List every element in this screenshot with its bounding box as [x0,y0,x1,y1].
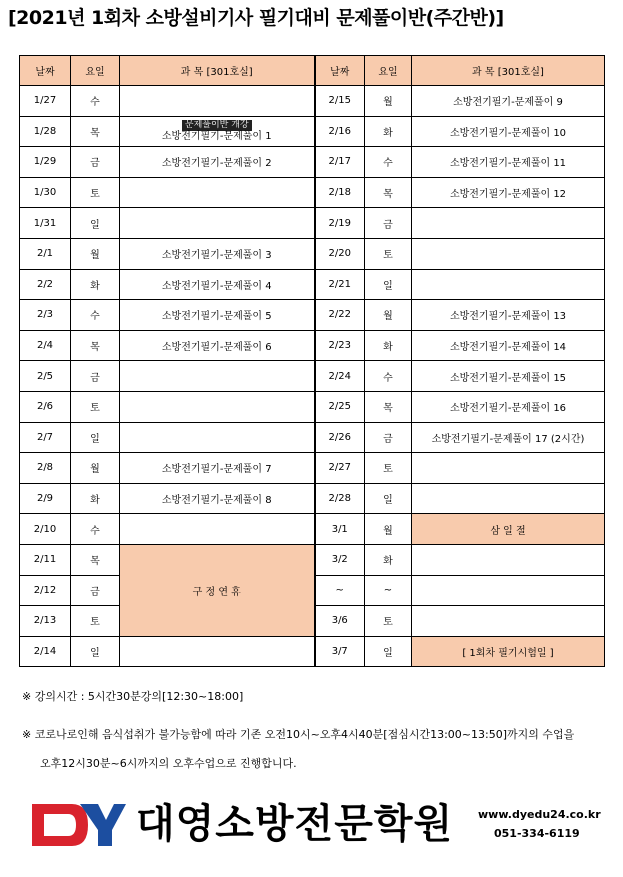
subject-cell [412,453,605,484]
day-cell: 목 [71,544,120,575]
date-cell: 2/23 [315,330,365,361]
subject-cell: 소방전기필기-문제풀이 5 [120,300,315,331]
day-cell: 수 [365,147,412,178]
date-cell: 2/25 [315,391,365,422]
day-cell: 금 [71,575,120,606]
subject-cell [412,606,605,637]
table-row [20,514,605,545]
subject-cell [120,514,315,545]
date-cell: 2/7 [20,422,71,453]
day-cell: 화 [365,544,412,575]
date-cell: 2/15 [315,86,365,117]
date-cell: 2/14 [20,636,71,667]
day-cell: 목 [71,330,120,361]
subject-cell: 소방전기필기-문제풀이 15 [412,361,605,392]
date-cell: 2/10 [20,514,71,545]
subject-cell [412,208,605,239]
day-cell: 일 [365,269,412,300]
subject-cell [412,575,605,606]
table-row [20,361,605,392]
header-day: 요일 [71,56,120,86]
day-cell: 화 [365,116,412,147]
subject-cell: 소방전기필기-문제풀이 12 [412,177,605,208]
subject-cell: 소방전기필기-문제풀이 4 [120,269,315,300]
day-cell: 목 [365,391,412,422]
table-row [20,300,605,331]
subject-cell [412,269,605,300]
date-cell: 2/1 [20,238,71,269]
table-row [20,147,605,178]
date-cell: 2/2 [20,269,71,300]
website-link[interactable]: www.dyedu24.co.kr [478,808,601,821]
subject-cell [412,238,605,269]
subject-cell [120,361,315,392]
note-lecture-time: ※ 강의시간 : 5시간30분강의[12:30~18:00] [22,690,244,703]
table-row [20,86,605,117]
day-cell: 금 [71,361,120,392]
date-cell: 2/16 [315,116,365,147]
day-cell: 일 [71,636,120,667]
day-cell: 월 [71,453,120,484]
date-cell: 2/11 [20,544,71,575]
day-cell: 토 [71,177,120,208]
subject-cell: 소방전기필기-문제풀이 3 [120,238,315,269]
subject-cell: 소방전기필기-문제풀이 7 [120,453,315,484]
subject-cell: 소방전기필기-문제풀이 2 [120,147,315,178]
day-cell: 금 [71,147,120,178]
day-cell: 일 [365,636,412,667]
schedule-table [19,55,605,667]
class-start-badge: 문제풀이반 개강 [182,120,252,131]
date-cell: 2/6 [20,391,71,422]
table-row [20,422,605,453]
day-cell: 일 [71,208,120,239]
date-cell: 2/3 [20,300,71,331]
date-cell: 1/27 [20,86,71,117]
date-cell: 2/4 [20,330,71,361]
day-cell: 토 [365,453,412,484]
subject-cell [120,422,315,453]
day-cell: 화 [71,269,120,300]
table-row [20,483,605,514]
page-title: [2021년 1회차 소방설비기사 필기대비 문제풀이반(주간반)] [8,7,504,29]
table-row [20,116,605,147]
table-row [20,177,605,208]
date-cell: 1/30 [20,177,71,208]
date-cell: 3/7 [315,636,365,667]
subject-cell [412,483,605,514]
day-cell: 토 [365,606,412,637]
date-cell: 2/12 [20,575,71,606]
date-cell: 2/9 [20,483,71,514]
header-subject: 과 목 [301호실] [412,56,605,86]
logo-icon [28,800,128,850]
subject-cell [120,116,315,147]
subject-cell: 소방전기필기-문제풀이 9 [412,86,605,117]
day-cell: 월 [365,300,412,331]
date-cell: 2/8 [20,453,71,484]
subject-cell: 소방전기필기-문제풀이 16 [412,391,605,422]
subject-cell [120,86,315,117]
date-cell: 2/5 [20,361,71,392]
subject-text: 소방전기필기-문제풀이 1 [161,131,272,143]
date-cell: 2/28 [315,483,365,514]
subject-cell: 소방전기필기-문제풀이 8 [120,483,315,514]
note-covid-cont: 오후12시30분~6시까지의 오후수업으로 진행합니다. [40,757,297,770]
day-cell: 목 [365,177,412,208]
table-header-row [20,56,605,86]
date-cell: 2/13 [20,606,71,637]
date-cell: 2/22 [315,300,365,331]
date-cell: 2/17 [315,147,365,178]
date-cell: 2/19 [315,208,365,239]
date-cell: 2/26 [315,422,365,453]
table-row [20,208,605,239]
day-cell: 토 [71,606,120,637]
day-cell: 수 [71,300,120,331]
subject-cell: 삼 일 절 [412,514,605,545]
date-cell: 2/27 [315,453,365,484]
day-cell: 수 [71,514,120,545]
brand-name: 대영소방전문학원 [136,801,454,847]
date-cell: ~ [315,575,365,606]
note-covid: ※ 코로나로인해 음식섭취가 불가능함에 따라 기존 오전10시~오후4시40분[점심시간13:00~13:50]까지의 수업을 [22,728,575,741]
subject-cell: 소방전기필기-문제풀이 11 [412,147,605,178]
date-cell: 3/1 [315,514,365,545]
day-cell: 일 [71,422,120,453]
day-cell: 목 [71,116,120,147]
day-cell: 금 [365,208,412,239]
date-cell: 3/6 [315,606,365,637]
date-cell: 1/31 [20,208,71,239]
phone-number: 051-334-6119 [494,827,580,840]
table-row [20,453,605,484]
day-cell: 토 [71,391,120,422]
header-day: 요일 [365,56,412,86]
header-date: 날짜 [20,56,71,86]
subject-cell: 소방전기필기-문제풀이 13 [412,300,605,331]
subject-cell [120,636,315,667]
day-cell: 금 [365,422,412,453]
subject-cell: 소방전기필기-문제풀이 17 (2시간) [412,422,605,453]
date-cell: 2/18 [315,177,365,208]
date-cell: 3/2 [315,544,365,575]
subject-cell: 소방전기필기-문제풀이 6 [120,330,315,361]
subject-cell [120,177,315,208]
date-cell: 1/28 [20,116,71,147]
table-row [20,269,605,300]
subject-cell [120,391,315,422]
holiday-cell: 구 정 연 휴 [120,544,315,636]
day-cell: 토 [365,238,412,269]
header-subject: 과 목 [301호실] [120,56,315,86]
subject-cell: 소방전기필기-문제풀이 14 [412,330,605,361]
subject-cell: 소방전기필기-문제풀이 10 [412,116,605,147]
day-cell: 화 [365,330,412,361]
table-row [20,238,605,269]
day-cell: ~ [365,575,412,606]
date-cell: 2/20 [315,238,365,269]
table-row [20,544,605,575]
day-cell: 수 [365,361,412,392]
day-cell: 수 [71,86,120,117]
table-row [20,391,605,422]
table-row [20,330,605,361]
day-cell: 월 [365,514,412,545]
header-date: 날짜 [315,56,365,86]
table-row [20,636,605,667]
day-cell: 일 [365,483,412,514]
date-cell: 2/21 [315,269,365,300]
subject-cell [412,544,605,575]
subject-cell: [ 1회차 필기시험일 ] [412,636,605,667]
day-cell: 월 [365,86,412,117]
date-cell: 1/29 [20,147,71,178]
subject-cell [120,208,315,239]
day-cell: 월 [71,238,120,269]
day-cell: 화 [71,483,120,514]
date-cell: 2/24 [315,361,365,392]
